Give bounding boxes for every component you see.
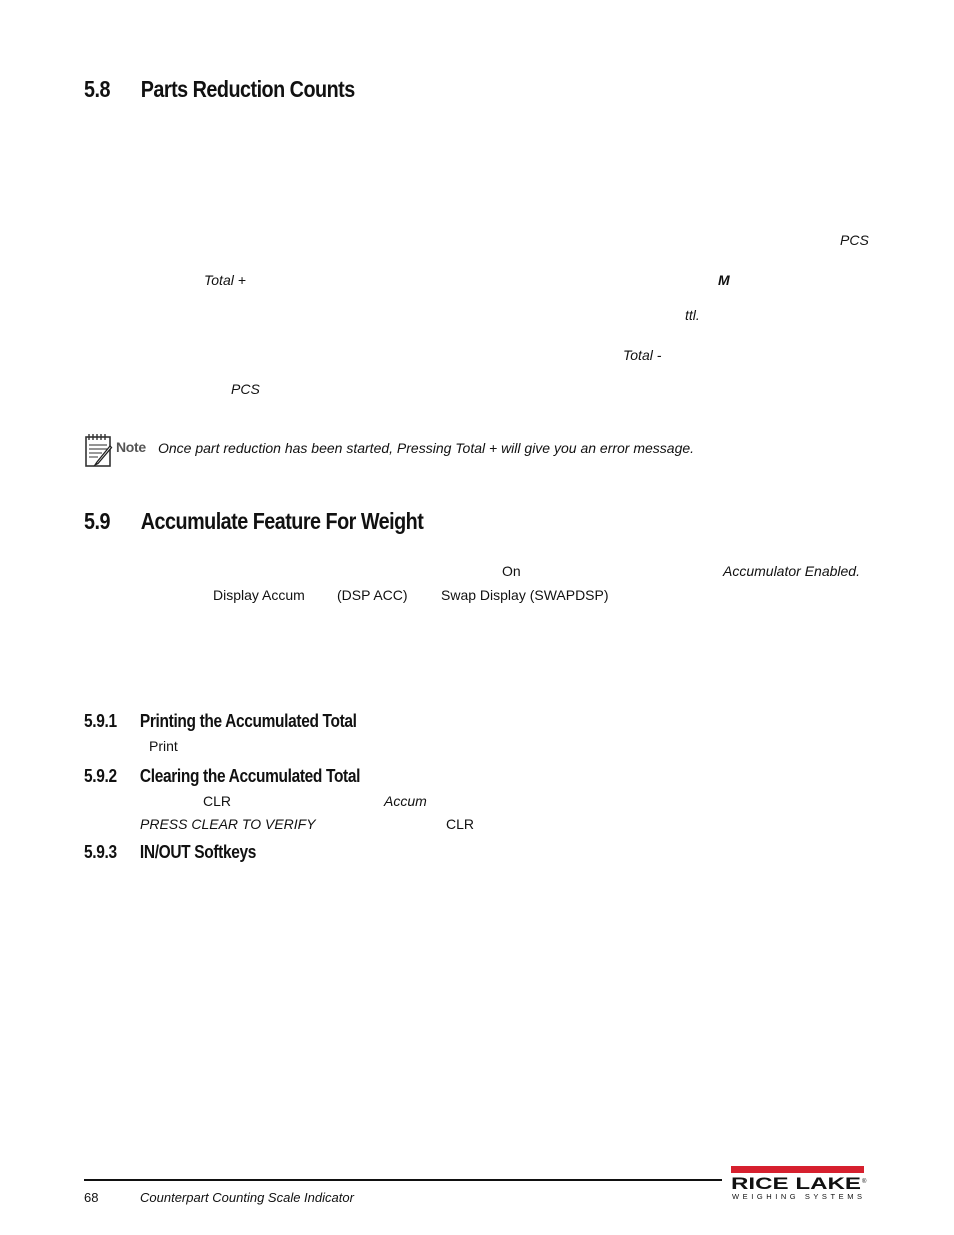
text-fragment-print: Print	[149, 738, 178, 754]
section-number: 5.9.3	[84, 842, 117, 862]
section-title: IN/OUT Softkeys	[139, 842, 257, 862]
text-fragment-clr: CLR	[446, 816, 475, 832]
section-number: 5.9.1	[84, 711, 117, 731]
text-fragment-pcs: PCS	[231, 381, 260, 397]
section-number: 5.9.2	[84, 766, 117, 786]
logo-brand: RICE LAKE	[731, 1175, 861, 1193]
section-title: Parts Reduction Counts	[140, 76, 355, 102]
section-number: 5.8	[84, 76, 110, 102]
section-5-9-1-heading	[84, 711, 357, 732]
section-5-9-heading	[84, 508, 423, 535]
footer-page-number: 68	[84, 1190, 99, 1205]
rice-lake-logo	[728, 1165, 868, 1203]
text-fragment-accum: Accum	[384, 793, 427, 809]
logo-tagline: WEIGHING SYSTEMS	[732, 1192, 862, 1201]
text-fragment-swap-display: Swap Display (SWAPDSP)	[441, 587, 609, 603]
text-fragment-m: M	[718, 272, 730, 288]
text-fragment-ttl: ttl.	[685, 307, 700, 323]
section-number: 5.9	[84, 508, 110, 534]
note-text: Once part reduction has been started, Pressing Total + will give you an error message.	[158, 440, 695, 456]
logo-registered: ®	[862, 1179, 867, 1185]
section-5-9-2-heading	[84, 766, 360, 787]
section-title: Clearing the Accumulated Total	[139, 766, 361, 786]
text-fragment-dsp-acc: (DSP ACC)	[337, 587, 408, 603]
note-pad-icon	[84, 432, 114, 468]
text-fragment-total-minus: Total -	[623, 347, 662, 363]
text-fragment-on: On	[502, 563, 521, 579]
footer-rule	[84, 1179, 722, 1181]
text-fragment-pcs: PCS	[840, 232, 869, 248]
text-fragment-accumulator-enabled: Accumulator Enabled.	[723, 563, 860, 579]
section-title: Printing the Accumulated Total	[139, 711, 357, 731]
logo-red-bar	[731, 1166, 864, 1173]
footer-doc-title: Counterpart Counting Scale Indicator	[140, 1190, 354, 1205]
text-fragment-total-plus: Total +	[204, 272, 246, 288]
section-5-9-3-heading	[84, 842, 256, 863]
text-fragment-clr: CLR	[203, 793, 232, 809]
text-fragment-press-clear: PRESS CLEAR TO VERIFY	[140, 816, 316, 832]
note-label: Note	[116, 439, 146, 455]
section-5-8-heading	[84, 76, 355, 103]
text-fragment-display-accum: Display Accum	[213, 587, 305, 603]
section-title: Accumulate Feature For Weight	[140, 508, 424, 534]
